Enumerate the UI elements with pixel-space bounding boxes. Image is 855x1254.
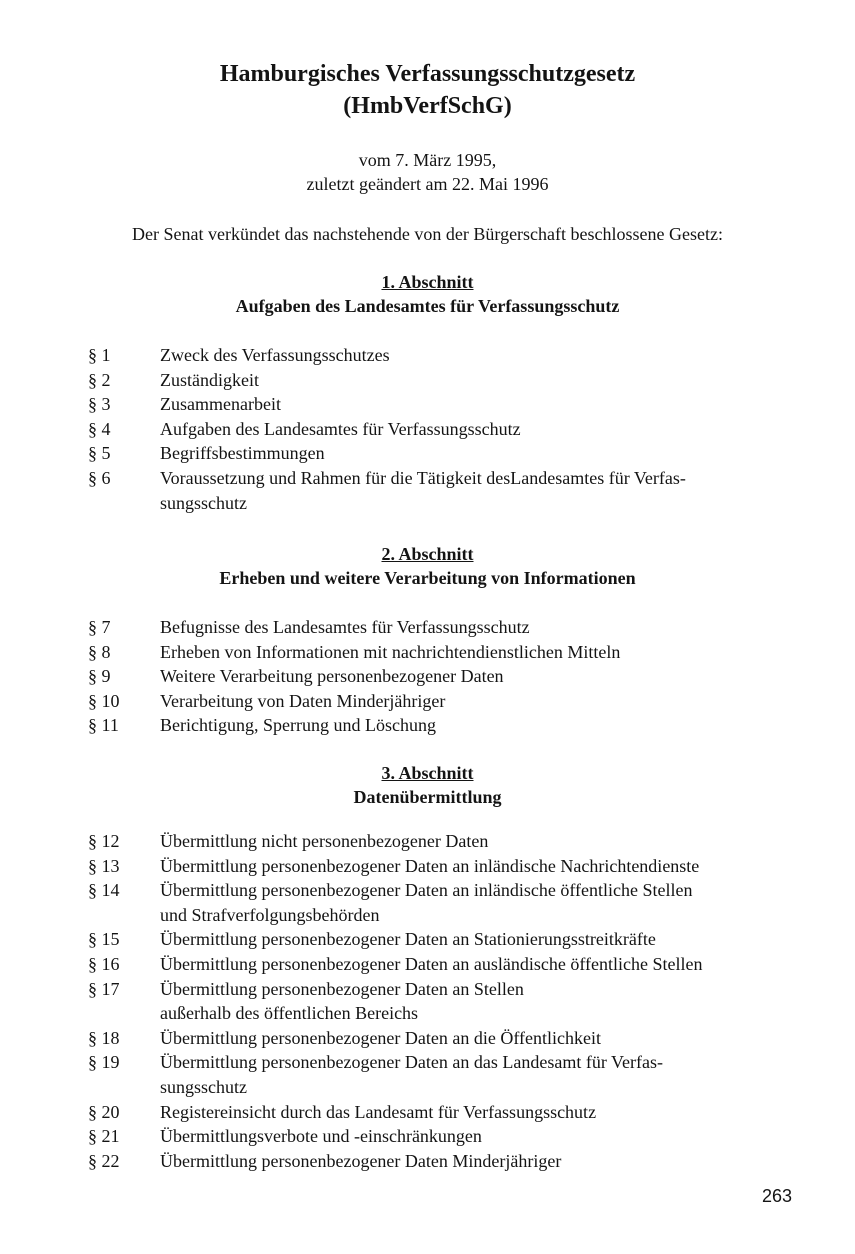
section-1-list bbox=[0, 343, 855, 515]
paragraph-title bbox=[160, 615, 800, 640]
paragraph-number: § 9 bbox=[88, 666, 111, 687]
section-3-number bbox=[0, 761, 855, 785]
paragraph-title-line: Übermittlung personenbezogener Daten an das Landesamt für Verfas- bbox=[160, 1052, 663, 1073]
toc-item bbox=[0, 368, 855, 393]
paragraph-number: § 7 bbox=[88, 617, 111, 637]
paragraph-number: § 15 bbox=[88, 929, 120, 950]
toc-item bbox=[0, 392, 855, 417]
paragraph-title-line: Registereinsicht durch das Landesamt für Verfassungsschutz bbox=[160, 1101, 597, 1122]
paragraph-number: § 10 bbox=[88, 690, 120, 711]
section-3-title: Datenübermittlung bbox=[353, 787, 502, 807]
toc-item bbox=[0, 829, 855, 854]
paragraph-title bbox=[160, 829, 800, 854]
paragraph-number: § 18 bbox=[88, 1027, 120, 1048]
paragraph-title bbox=[160, 441, 800, 466]
section-2-number-text: 2. Abschnitt bbox=[381, 544, 474, 564]
toc-item bbox=[0, 640, 855, 665]
paragraph-title-line: Erheben von Informationen mit nachrichtendienstlichen Mitteln bbox=[160, 641, 621, 662]
paragraph-title-line: sungsschutz bbox=[160, 1076, 247, 1097]
paragraph-title bbox=[160, 466, 800, 515]
paragraph-title-line: Übermittlung personenbezogener Daten an ausländische öffentliche Stellen bbox=[160, 953, 703, 974]
toc-item bbox=[0, 689, 855, 714]
toc-item bbox=[0, 664, 855, 689]
paragraph-title bbox=[160, 664, 800, 689]
toc-item bbox=[0, 343, 855, 368]
toc-item bbox=[0, 1124, 855, 1149]
paragraph-title bbox=[160, 927, 800, 952]
paragraph-title bbox=[160, 640, 800, 665]
paragraph-number: § 2 bbox=[88, 369, 111, 390]
paragraph-title-line: Aufgaben des Landesamtes für Verfassungsschutz bbox=[160, 418, 521, 439]
paragraph-title-line: Übermittlung personenbezogener Daten Minderjähriger bbox=[160, 1150, 562, 1171]
title-line-1: Hamburgisches Verfassungsschutzgesetz bbox=[219, 61, 636, 87]
paragraph-title-line: Übermittlung personenbezogener Daten an Stationierungsstreitkräfte bbox=[160, 929, 656, 950]
paragraph-title bbox=[160, 1149, 800, 1174]
section-3-list bbox=[0, 829, 855, 1173]
toc-item bbox=[0, 1100, 855, 1125]
paragraph-number: § 16 bbox=[88, 953, 120, 974]
paragraph-title-line: Übermittlung personenbezogener Daten an inländische Nachrichtendienste bbox=[160, 855, 700, 876]
title-line-2: (HmbVerfSchG) bbox=[343, 93, 512, 119]
toc-item bbox=[0, 1026, 855, 1051]
paragraph-title-line: und Strafverfolgungsbehörden bbox=[160, 904, 380, 925]
toc-item bbox=[0, 927, 855, 952]
date-line-1: vom 7. März 1995, bbox=[358, 150, 497, 170]
section-1-title: Aufgaben des Landesamtes für Verfassungsschutz bbox=[235, 296, 620, 316]
date-line-2: zuletzt geändert am 22. Mai 1996 bbox=[306, 174, 549, 194]
paragraph-number: § 8 bbox=[88, 641, 111, 662]
section-2-title: Erheben und weitere Verarbeitung von Informationen bbox=[219, 568, 636, 588]
paragraph-title bbox=[160, 368, 800, 393]
paragraph-number: § 11 bbox=[88, 715, 119, 736]
paragraph-title-line: Voraussetzung und Rahmen für die Tätigkeit desLandesamtes für Verfas- bbox=[160, 467, 686, 488]
paragraph-title bbox=[160, 1026, 800, 1051]
paragraph-number: § 13 bbox=[88, 855, 120, 876]
paragraph-number: § 21 bbox=[88, 1126, 120, 1147]
paragraph-number: § 20 bbox=[88, 1101, 120, 1122]
section-3-number-text: 3. Abschnitt bbox=[381, 763, 474, 783]
paragraph-title-line: sungsschutz bbox=[160, 492, 247, 513]
toc-item bbox=[0, 441, 855, 466]
paragraph-title-line: Zusammenarbeit bbox=[160, 394, 281, 415]
paragraph-title-line: außerhalb des öffentlichen Bereichs bbox=[160, 1003, 419, 1024]
paragraph-number: § 5 bbox=[88, 443, 111, 464]
toc-item bbox=[0, 1050, 855, 1099]
page-number: 263 bbox=[761, 1186, 792, 1206]
toc-item bbox=[0, 878, 855, 927]
paragraph-number: § 19 bbox=[88, 1052, 120, 1073]
section-1-number-text: 1. Abschnitt bbox=[381, 272, 474, 292]
paragraph-title bbox=[160, 689, 800, 714]
paragraph-title-line: Verarbeitung von Daten Minderjähriger bbox=[160, 690, 446, 711]
paragraph-title-line: Befugnisse des Landesamtes für Verfassungsschutz bbox=[160, 617, 530, 637]
paragraph-number: § 1 bbox=[88, 345, 111, 365]
paragraph-title bbox=[160, 343, 800, 368]
document-title bbox=[0, 58, 855, 122]
paragraph-title bbox=[160, 977, 800, 1026]
paragraph-number: § 14 bbox=[88, 880, 120, 901]
paragraph-title bbox=[160, 854, 800, 879]
paragraph-number: § 3 bbox=[88, 394, 111, 415]
paragraph-title bbox=[160, 1050, 800, 1099]
paragraph-title-line: Begriffsbestimmungen bbox=[160, 443, 325, 464]
paragraph-number: § 22 bbox=[88, 1150, 120, 1171]
paragraph-title bbox=[160, 392, 800, 417]
paragraph-title-line: Übermittlung personenbezogener Daten an Stellen bbox=[160, 978, 524, 999]
paragraph-title bbox=[160, 713, 800, 738]
toc-item bbox=[0, 417, 855, 442]
paragraph-number: § 6 bbox=[88, 467, 111, 488]
paragraph-title bbox=[160, 417, 800, 442]
paragraph-title-line: Übermittlung personenbezogener Daten an die Öffentlichkeit bbox=[160, 1027, 602, 1048]
section-2-list bbox=[0, 615, 855, 738]
section-2-number bbox=[0, 542, 855, 566]
toc-item bbox=[0, 615, 855, 640]
paragraph-title-line: Berichtigung, Sperrung und Löschung bbox=[160, 715, 436, 736]
paragraph-title-line: Weitere Verarbeitung personenbezogener Daten bbox=[160, 666, 504, 687]
toc-item bbox=[0, 854, 855, 879]
paragraph-title bbox=[160, 1124, 800, 1149]
paragraph-number: § 12 bbox=[88, 831, 120, 851]
paragraph-title-line: Übermittlung nicht personenbezogener Daten bbox=[160, 831, 489, 851]
preamble: Der Senat verkündet das nachstehende von der Bürgerschaft beschlossene Gesetz: bbox=[132, 224, 723, 244]
toc-item bbox=[0, 466, 855, 515]
paragraph-title-line: Übermittlung personenbezogener Daten an inländische öffentliche Stellen bbox=[160, 880, 693, 901]
paragraph-title-line: Zuständigkeit bbox=[160, 369, 259, 390]
toc-item bbox=[0, 1149, 855, 1174]
toc-item bbox=[0, 713, 855, 738]
section-1-number bbox=[0, 270, 855, 294]
paragraph-number: § 17 bbox=[88, 978, 120, 999]
paragraph-title bbox=[160, 952, 800, 977]
paragraph-title-line: Zweck des Verfassungsschutzes bbox=[160, 345, 390, 365]
paragraph-title bbox=[160, 878, 800, 927]
toc-item bbox=[0, 977, 855, 1026]
toc-item bbox=[0, 952, 855, 977]
paragraph-number: § 4 bbox=[88, 418, 111, 439]
paragraph-title bbox=[160, 1100, 800, 1125]
paragraph-title-line: Übermittlungsverbote und -einschränkungen bbox=[160, 1126, 482, 1147]
